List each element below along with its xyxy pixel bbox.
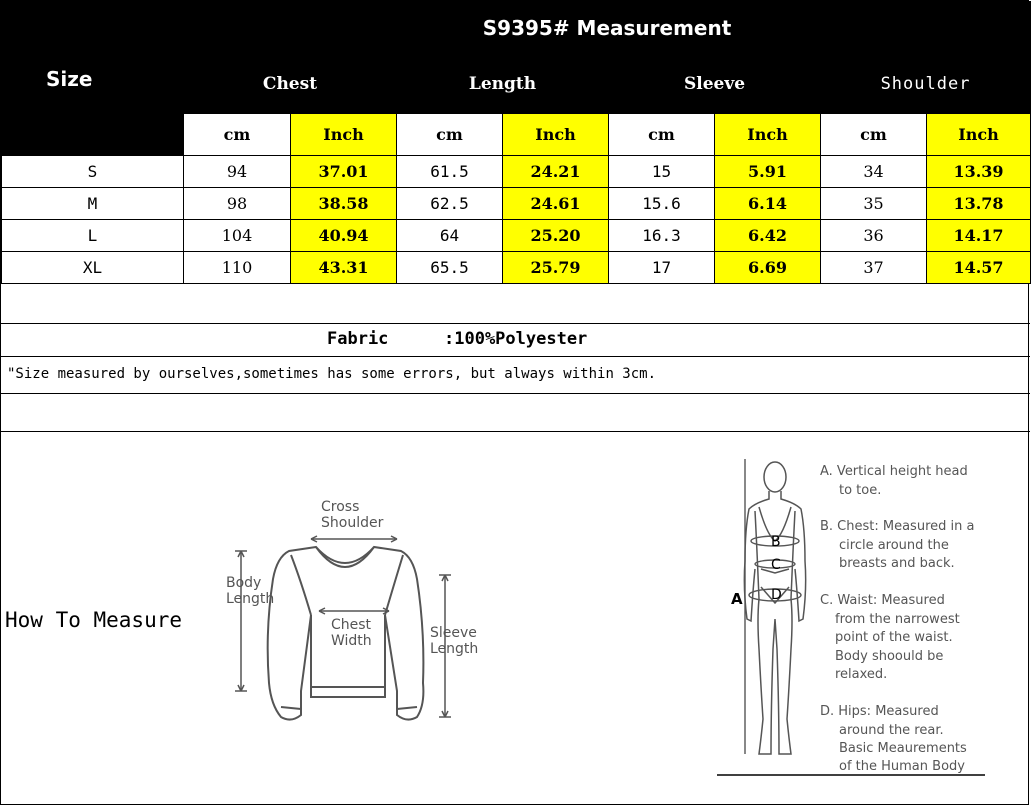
size-cell: L [2, 220, 184, 252]
body-length-label: Body [226, 575, 262, 591]
table-row [2, 188, 1031, 220]
length-cm-cell: 65.5 [397, 252, 503, 284]
table-row [2, 156, 1031, 188]
body-notes [820, 464, 974, 774]
shoulder-inch-cell: 14.17 [927, 220, 1031, 252]
note-d-line: D. Hips: Measured [820, 704, 939, 719]
how-to-measure-label: How To Measure [5, 608, 183, 632]
length-cm-cell: 62.5 [397, 188, 503, 220]
chest-inch-cell: 38.58 [291, 188, 397, 220]
sleeve-length-label: Length [430, 641, 479, 657]
spacer-row [1, 394, 1030, 432]
note-d-line: Basic Meaurements [839, 741, 967, 756]
shoulder-cm-cell: 36 [821, 220, 927, 252]
length-inch-cell: 24.21 [503, 156, 609, 188]
table-title: S9395# Measurement [184, 2, 1031, 55]
table-row [2, 220, 1031, 252]
fabric-row [1, 324, 1030, 357]
sleeve-cm-cell: 15 [609, 156, 715, 188]
chest-cm-cell: 98 [184, 188, 291, 220]
shoulder-cm-cell: 37 [821, 252, 927, 284]
sleeve-inch-cell: 6.14 [715, 188, 821, 220]
disclaimer-text: "Size measured by ourselves,sometimes has some errors, but always within 3cm. [7, 366, 657, 382]
body-length-label: Length [226, 591, 275, 607]
note-b-line: circle around the [839, 538, 949, 553]
size-table [1, 1, 1031, 284]
size-cell: M [2, 188, 184, 220]
note-a-line: A. Vertical height head [820, 464, 968, 479]
group-header-chest: Chest [184, 55, 397, 114]
chest-width-label: Chest [331, 617, 372, 633]
size-cell: XL [2, 252, 184, 284]
shoulder-inch-cell: 14.57 [927, 252, 1031, 284]
body-measure-diagram [717, 449, 992, 779]
note-d-line: of the Human Body [839, 759, 965, 774]
group-header-sleeve: Sleeve [609, 55, 821, 114]
disclaimer-row [1, 357, 1030, 394]
sleeve-cm-cell: 17 [609, 252, 715, 284]
shoulder-inch-cell: 13.39 [927, 156, 1031, 188]
note-c-line: point of the waist. [835, 630, 953, 645]
unit-inch: Inch [715, 114, 821, 156]
length-inch-cell: 25.79 [503, 252, 609, 284]
spacer-row [1, 290, 1030, 324]
unit-cm: cm [397, 114, 503, 156]
sleeve-inch-cell: 6.69 [715, 252, 821, 284]
length-inch-cell: 25.20 [503, 220, 609, 252]
unit-inch: Inch [503, 114, 609, 156]
note-b-line: breasts and back. [839, 556, 955, 571]
unit-cm: cm [821, 114, 927, 156]
unit-inch: Inch [927, 114, 1031, 156]
note-c-line: from the narrowest [835, 612, 960, 627]
human-figure-icon [744, 462, 805, 754]
length-inch-cell: 24.61 [503, 188, 609, 220]
shoulder-inch-cell: 13.78 [927, 188, 1031, 220]
sleeve-inch-cell: 5.91 [715, 156, 821, 188]
shoulder-cm-cell: 35 [821, 188, 927, 220]
chest-inch-cell: 37.01 [291, 156, 397, 188]
table-row [2, 252, 1031, 284]
shoulder-cm-cell: 34 [821, 156, 927, 188]
group-header-length: Length [397, 55, 609, 114]
marker-c: C [771, 557, 781, 573]
chest-cm-cell: 104 [184, 220, 291, 252]
cross-shoulder-label: Cross [321, 499, 360, 515]
chest-cm-cell: 110 [184, 252, 291, 284]
sleeve-length-label: Sleeve [430, 625, 477, 641]
length-cm-cell: 64 [397, 220, 503, 252]
length-cm-cell: 61.5 [397, 156, 503, 188]
sleeve-inch-cell: 6.42 [715, 220, 821, 252]
sleeve-cm-cell: 15.6 [609, 188, 715, 220]
group-header-shoulder: Shoulder [821, 55, 1031, 114]
sleeve-cm-cell: 16.3 [609, 220, 715, 252]
unit-cm: cm [184, 114, 291, 156]
cross-shoulder-label: Shoulder [321, 515, 384, 531]
fabric-value: :100%Polyester [444, 329, 588, 349]
chest-cm-cell: 94 [184, 156, 291, 188]
note-d-line: around the rear. [839, 723, 944, 738]
marker-d: D [771, 587, 782, 603]
unit-inch: Inch [291, 114, 397, 156]
chest-inch-cell: 40.94 [291, 220, 397, 252]
note-c-line: relaxed. [835, 667, 888, 682]
note-a-line: to toe. [839, 483, 882, 498]
note-c-line: C. Waist: Measured [820, 593, 945, 608]
marker-a: A [731, 590, 743, 608]
unit-cm: cm [609, 114, 715, 156]
size-cell: S [2, 156, 184, 188]
chest-width-label: Width [331, 633, 372, 649]
chest-inch-cell: 43.31 [291, 252, 397, 284]
note-b-line: B. Chest: Measured in a [820, 519, 975, 534]
note-c-line: Body shoould be [835, 649, 944, 664]
size-column-header: Size [2, 2, 184, 156]
garment-measure-diagram [219, 491, 489, 726]
fabric-label: Fabric [327, 329, 389, 349]
marker-b: B [771, 534, 781, 550]
